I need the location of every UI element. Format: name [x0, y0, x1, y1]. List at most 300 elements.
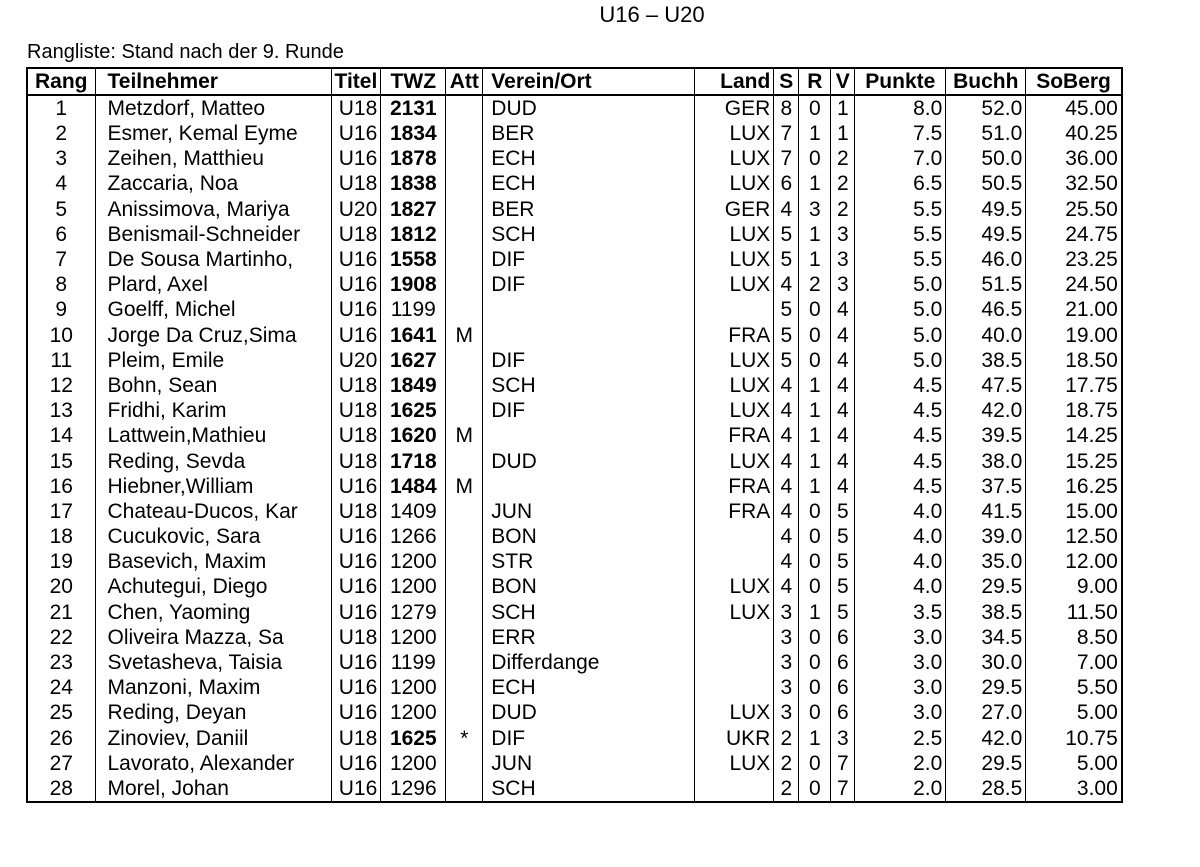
cell-points: 5.0 [855, 323, 946, 348]
cell-r: 0 [799, 675, 831, 700]
table-row [27, 776, 1122, 802]
cell-soberg: 9.00 [1026, 574, 1122, 599]
cell-soberg: 18.50 [1026, 348, 1122, 373]
cell-soberg: 45.00 [1026, 95, 1122, 121]
cell-r: 0 [799, 549, 831, 574]
cell-titel: U16 [331, 121, 381, 146]
cell-titel: U16 [331, 574, 381, 599]
cell-r: 1 [799, 398, 831, 423]
cell-club [483, 423, 695, 448]
cell-s: 4 [774, 272, 799, 297]
cell-buchh: 40.0 [946, 323, 1026, 348]
cell-r: 2 [799, 272, 831, 297]
page-title: U16 – U20 [599, 2, 705, 27]
cell-land: FRA [695, 474, 774, 499]
cell-att [446, 776, 483, 802]
cell-land: GER [695, 95, 774, 121]
cell-twz: 1641 [381, 323, 446, 348]
cell-club: BON [483, 574, 695, 599]
cell-r: 0 [799, 499, 831, 524]
cell-name: Zaccaria, Noa [95, 171, 331, 196]
cell-soberg: 14.25 [1026, 423, 1122, 448]
cell-titel: U18 [331, 726, 381, 751]
cell-land: LUX [695, 121, 774, 146]
cell-soberg: 18.75 [1026, 398, 1122, 423]
cell-twz: 1827 [381, 197, 446, 222]
cell-titel: U16 [331, 675, 381, 700]
cell-club: STR [483, 549, 695, 574]
cell-r: 0 [799, 751, 831, 776]
cell-club: DIF [483, 726, 695, 751]
cell-buchh: 28.5 [946, 776, 1026, 802]
table-row [27, 524, 1122, 549]
cell-r: 0 [799, 95, 831, 121]
cell-v: 2 [831, 171, 855, 196]
cell-rank: 20 [27, 574, 95, 599]
cell-v: 3 [831, 222, 855, 247]
cell-name: Svetasheva, Taisia [95, 650, 331, 675]
cell-s: 5 [774, 297, 799, 322]
cell-titel: U18 [331, 398, 381, 423]
cell-v: 3 [831, 272, 855, 297]
col-header-club: Verein/Ort [483, 68, 695, 95]
cell-r: 0 [799, 146, 831, 171]
cell-r: 0 [799, 297, 831, 322]
table-row [27, 549, 1122, 574]
cell-soberg: 15.25 [1026, 448, 1122, 473]
cell-points: 4.5 [855, 398, 946, 423]
cell-name: Plard, Axel [95, 272, 331, 297]
cell-titel: U16 [331, 474, 381, 499]
cell-v: 4 [831, 323, 855, 348]
cell-club: SCH [483, 600, 695, 625]
cell-s: 4 [774, 373, 799, 398]
cell-name: Anissimova, Mariya [95, 197, 331, 222]
cell-land: LUX [695, 600, 774, 625]
cell-s: 4 [774, 448, 799, 473]
cell-r: 1 [799, 474, 831, 499]
cell-titel: U16 [331, 549, 381, 574]
cell-points: 4.0 [855, 524, 946, 549]
cell-name: Chen, Yaoming [95, 600, 331, 625]
cell-club: BON [483, 524, 695, 549]
table-row [27, 146, 1122, 171]
cell-twz: 1200 [381, 549, 446, 574]
table-row [27, 448, 1122, 473]
cell-name: Morel, Johan [95, 776, 331, 802]
cell-titel: U20 [331, 197, 381, 222]
cell-buchh: 49.5 [946, 222, 1026, 247]
cell-soberg: 24.75 [1026, 222, 1122, 247]
cell-name: Zinoviev, Daniil [95, 726, 331, 751]
cell-name: Esmer, Kemal Eyme [95, 121, 331, 146]
cell-titel: U18 [331, 499, 381, 524]
table-row [27, 574, 1122, 599]
cell-name: Bohn, Sean [95, 373, 331, 398]
table-row [27, 121, 1122, 146]
table-row [27, 373, 1122, 398]
cell-s: 4 [774, 423, 799, 448]
cell-club: DIF [483, 348, 695, 373]
cell-v: 6 [831, 625, 855, 650]
cell-club: ECH [483, 146, 695, 171]
cell-buchh: 38.5 [946, 600, 1026, 625]
cell-s: 4 [774, 398, 799, 423]
cell-land [695, 650, 774, 675]
cell-titel: U16 [331, 600, 381, 625]
cell-name: Basevich, Maxim [95, 549, 331, 574]
cell-att: M [446, 474, 483, 499]
cell-club: DUD [483, 700, 695, 725]
cell-buchh: 37.5 [946, 474, 1026, 499]
cell-land: LUX [695, 700, 774, 725]
cell-rank: 4 [27, 171, 95, 196]
cell-buchh: 50.0 [946, 146, 1026, 171]
cell-titel: U20 [331, 348, 381, 373]
cell-att [446, 524, 483, 549]
col-header-att: Att [446, 68, 483, 95]
cell-att [446, 247, 483, 272]
cell-twz: 1627 [381, 348, 446, 373]
table-row [27, 171, 1122, 196]
cell-points: 6.5 [855, 171, 946, 196]
cell-r: 1 [799, 171, 831, 196]
table-row [27, 700, 1122, 725]
cell-rank: 23 [27, 650, 95, 675]
cell-buchh: 29.5 [946, 574, 1026, 599]
cell-points: 4.5 [855, 373, 946, 398]
cell-club [483, 323, 695, 348]
cell-points: 3.0 [855, 650, 946, 675]
cell-buchh: 51.0 [946, 121, 1026, 146]
cell-att [446, 751, 483, 776]
table-row [27, 247, 1122, 272]
table-row [27, 222, 1122, 247]
cell-twz: 2131 [381, 95, 446, 121]
cell-club: DIF [483, 398, 695, 423]
table-row [27, 323, 1122, 348]
cell-points: 5.0 [855, 272, 946, 297]
cell-club: BER [483, 197, 695, 222]
cell-r: 1 [799, 222, 831, 247]
table-row [27, 625, 1122, 650]
cell-twz: 1625 [381, 398, 446, 423]
cell-r: 0 [799, 323, 831, 348]
cell-name: Hiebner,William [95, 474, 331, 499]
cell-titel: U16 [331, 524, 381, 549]
cell-name: Oliveira Mazza, Sa [95, 625, 331, 650]
cell-v: 4 [831, 373, 855, 398]
cell-r: 1 [799, 373, 831, 398]
cell-name: Fridhi, Karim [95, 398, 331, 423]
cell-twz: 1296 [381, 776, 446, 802]
cell-land: FRA [695, 323, 774, 348]
cell-att [446, 171, 483, 196]
col-header-points: Punkte [855, 68, 946, 95]
col-header-soberg: SoBerg [1026, 68, 1122, 95]
cell-land [695, 549, 774, 574]
cell-titel: U18 [331, 448, 381, 473]
cell-land [695, 297, 774, 322]
col-header-r: R [799, 68, 831, 95]
cell-rank: 6 [27, 222, 95, 247]
cell-soberg: 11.50 [1026, 600, 1122, 625]
cell-land: LUX [695, 398, 774, 423]
cell-twz: 1266 [381, 524, 446, 549]
cell-s: 3 [774, 675, 799, 700]
cell-soberg: 36.00 [1026, 146, 1122, 171]
cell-twz: 1200 [381, 574, 446, 599]
cell-name: Benismail-Schneider [95, 222, 331, 247]
cell-rank: 7 [27, 247, 95, 272]
table-row [27, 600, 1122, 625]
cell-rank: 12 [27, 373, 95, 398]
cell-points: 3.0 [855, 625, 946, 650]
cell-rank: 14 [27, 423, 95, 448]
cell-land: LUX [695, 247, 774, 272]
cell-s: 2 [774, 751, 799, 776]
cell-name: Chateau-Ducos, Kar [95, 499, 331, 524]
cell-r: 1 [799, 448, 831, 473]
cell-soberg: 12.00 [1026, 549, 1122, 574]
cell-v: 3 [831, 726, 855, 751]
cell-v: 1 [831, 121, 855, 146]
cell-land: LUX [695, 373, 774, 398]
cell-name: Lavorato, Alexander [95, 751, 331, 776]
cell-titel: U16 [331, 323, 381, 348]
cell-club: DIF [483, 272, 695, 297]
cell-soberg: 12.50 [1026, 524, 1122, 549]
standings-body [27, 95, 1122, 802]
cell-v: 4 [831, 348, 855, 373]
cell-twz: 1200 [381, 625, 446, 650]
cell-land: LUX [695, 574, 774, 599]
table-row [27, 650, 1122, 675]
cell-land [695, 776, 774, 802]
cell-twz: 1409 [381, 499, 446, 524]
cell-v: 5 [831, 549, 855, 574]
table-row [27, 272, 1122, 297]
cell-twz: 1199 [381, 297, 446, 322]
cell-land: GER [695, 197, 774, 222]
cell-soberg: 15.00 [1026, 499, 1122, 524]
cell-titel: U16 [331, 776, 381, 802]
cell-twz: 1484 [381, 474, 446, 499]
cell-points: 7.0 [855, 146, 946, 171]
cell-soberg: 8.50 [1026, 625, 1122, 650]
cell-titel: U18 [331, 373, 381, 398]
cell-name: Zeihen, Matthieu [95, 146, 331, 171]
cell-r: 1 [799, 423, 831, 448]
cell-land [695, 524, 774, 549]
cell-soberg: 19.00 [1026, 323, 1122, 348]
cell-points: 4.0 [855, 574, 946, 599]
cell-r: 3 [799, 197, 831, 222]
table-row [27, 423, 1122, 448]
cell-buchh: 35.0 [946, 549, 1026, 574]
cell-club: SCH [483, 776, 695, 802]
cell-club: DIF [483, 247, 695, 272]
cell-rank: 13 [27, 398, 95, 423]
cell-v: 7 [831, 776, 855, 802]
cell-points: 2.0 [855, 776, 946, 802]
cell-att [446, 448, 483, 473]
cell-s: 5 [774, 323, 799, 348]
cell-points: 4.0 [855, 549, 946, 574]
cell-att [446, 121, 483, 146]
cell-rank: 1 [27, 95, 95, 121]
table-row [27, 751, 1122, 776]
cell-buchh: 30.0 [946, 650, 1026, 675]
cell-buchh: 29.5 [946, 751, 1026, 776]
cell-soberg: 40.25 [1026, 121, 1122, 146]
cell-rank: 9 [27, 297, 95, 322]
cell-land: LUX [695, 222, 774, 247]
cell-v: 6 [831, 675, 855, 700]
cell-s: 8 [774, 95, 799, 121]
cell-att [446, 549, 483, 574]
cell-v: 5 [831, 524, 855, 549]
cell-buchh: 50.5 [946, 171, 1026, 196]
cell-att [446, 297, 483, 322]
cell-points: 5.0 [855, 348, 946, 373]
cell-buchh: 52.0 [946, 95, 1026, 121]
cell-twz: 1812 [381, 222, 446, 247]
cell-r: 0 [799, 524, 831, 549]
cell-land: LUX [695, 272, 774, 297]
cell-buchh: 38.5 [946, 348, 1026, 373]
cell-name: Metzdorf, Matteo [95, 95, 331, 121]
cell-name: Reding, Sevda [95, 448, 331, 473]
cell-name: Pleim, Emile [95, 348, 331, 373]
cell-rank: 22 [27, 625, 95, 650]
cell-v: 5 [831, 600, 855, 625]
cell-att [446, 398, 483, 423]
cell-s: 4 [774, 549, 799, 574]
cell-rank: 11 [27, 348, 95, 373]
cell-att [446, 95, 483, 121]
cell-rank: 16 [27, 474, 95, 499]
cell-land: LUX [695, 448, 774, 473]
table-row [27, 675, 1122, 700]
cell-rank: 3 [27, 146, 95, 171]
cell-rank: 5 [27, 197, 95, 222]
cell-v: 4 [831, 474, 855, 499]
cell-soberg: 5.00 [1026, 700, 1122, 725]
standings-table [26, 67, 1123, 803]
cell-land [695, 675, 774, 700]
cell-titel: U16 [331, 272, 381, 297]
cell-titel: U18 [331, 625, 381, 650]
cell-points: 3.0 [855, 700, 946, 725]
col-header-buchh: Buchh [946, 68, 1026, 95]
cell-att [446, 700, 483, 725]
cell-titel: U18 [331, 423, 381, 448]
cell-buchh: 51.5 [946, 272, 1026, 297]
cell-s: 3 [774, 600, 799, 625]
cell-titel: U16 [331, 247, 381, 272]
cell-twz: 1838 [381, 171, 446, 196]
cell-v: 2 [831, 146, 855, 171]
cell-v: 4 [831, 423, 855, 448]
cell-points: 3.5 [855, 600, 946, 625]
cell-twz: 1279 [381, 600, 446, 625]
cell-soberg: 24.50 [1026, 272, 1122, 297]
cell-club: ECH [483, 675, 695, 700]
cell-v: 4 [831, 448, 855, 473]
cell-points: 4.5 [855, 423, 946, 448]
cell-v: 5 [831, 574, 855, 599]
cell-land: LUX [695, 751, 774, 776]
cell-club: Differdange [483, 650, 695, 675]
cell-rank: 8 [27, 272, 95, 297]
cell-soberg: 5.00 [1026, 751, 1122, 776]
cell-titel: U16 [331, 146, 381, 171]
cell-points: 5.5 [855, 222, 946, 247]
col-header-land: Land [695, 68, 774, 95]
cell-name: Jorge Da Cruz,Sima [95, 323, 331, 348]
cell-rank: 25 [27, 700, 95, 725]
cell-s: 4 [774, 474, 799, 499]
cell-buchh: 41.5 [946, 499, 1026, 524]
cell-twz: 1908 [381, 272, 446, 297]
cell-s: 7 [774, 121, 799, 146]
table-row [27, 297, 1122, 322]
cell-v: 4 [831, 297, 855, 322]
cell-soberg: 16.25 [1026, 474, 1122, 499]
cell-r: 0 [799, 776, 831, 802]
cell-twz: 1200 [381, 700, 446, 725]
cell-soberg: 3.00 [1026, 776, 1122, 802]
cell-s: 5 [774, 247, 799, 272]
cell-club: SCH [483, 222, 695, 247]
cell-name: Achutegui, Diego [95, 574, 331, 599]
cell-titel: U18 [331, 222, 381, 247]
cell-buchh: 47.5 [946, 373, 1026, 398]
cell-att: * [446, 726, 483, 751]
cell-v: 3 [831, 247, 855, 272]
cell-club: JUN [483, 499, 695, 524]
cell-club: ECH [483, 171, 695, 196]
cell-s: 4 [774, 574, 799, 599]
cell-land: FRA [695, 499, 774, 524]
table-row [27, 197, 1122, 222]
cell-buchh: 29.5 [946, 675, 1026, 700]
cell-twz: 1878 [381, 146, 446, 171]
cell-buchh: 42.0 [946, 398, 1026, 423]
cell-rank: 24 [27, 675, 95, 700]
cell-att [446, 146, 483, 171]
table-row [27, 726, 1122, 751]
cell-soberg: 21.00 [1026, 297, 1122, 322]
cell-v: 6 [831, 650, 855, 675]
cell-s: 5 [774, 222, 799, 247]
cell-att [446, 574, 483, 599]
cell-r: 0 [799, 700, 831, 725]
cell-soberg: 32.50 [1026, 171, 1122, 196]
cell-s: 6 [774, 171, 799, 196]
cell-points: 4.5 [855, 474, 946, 499]
cell-s: 5 [774, 348, 799, 373]
cell-att: M [446, 323, 483, 348]
cell-land: LUX [695, 171, 774, 196]
cell-club: DUD [483, 448, 695, 473]
cell-buchh: 27.0 [946, 700, 1026, 725]
cell-points: 2.0 [855, 751, 946, 776]
cell-att [446, 222, 483, 247]
cell-att: M [446, 423, 483, 448]
cell-rank: 15 [27, 448, 95, 473]
